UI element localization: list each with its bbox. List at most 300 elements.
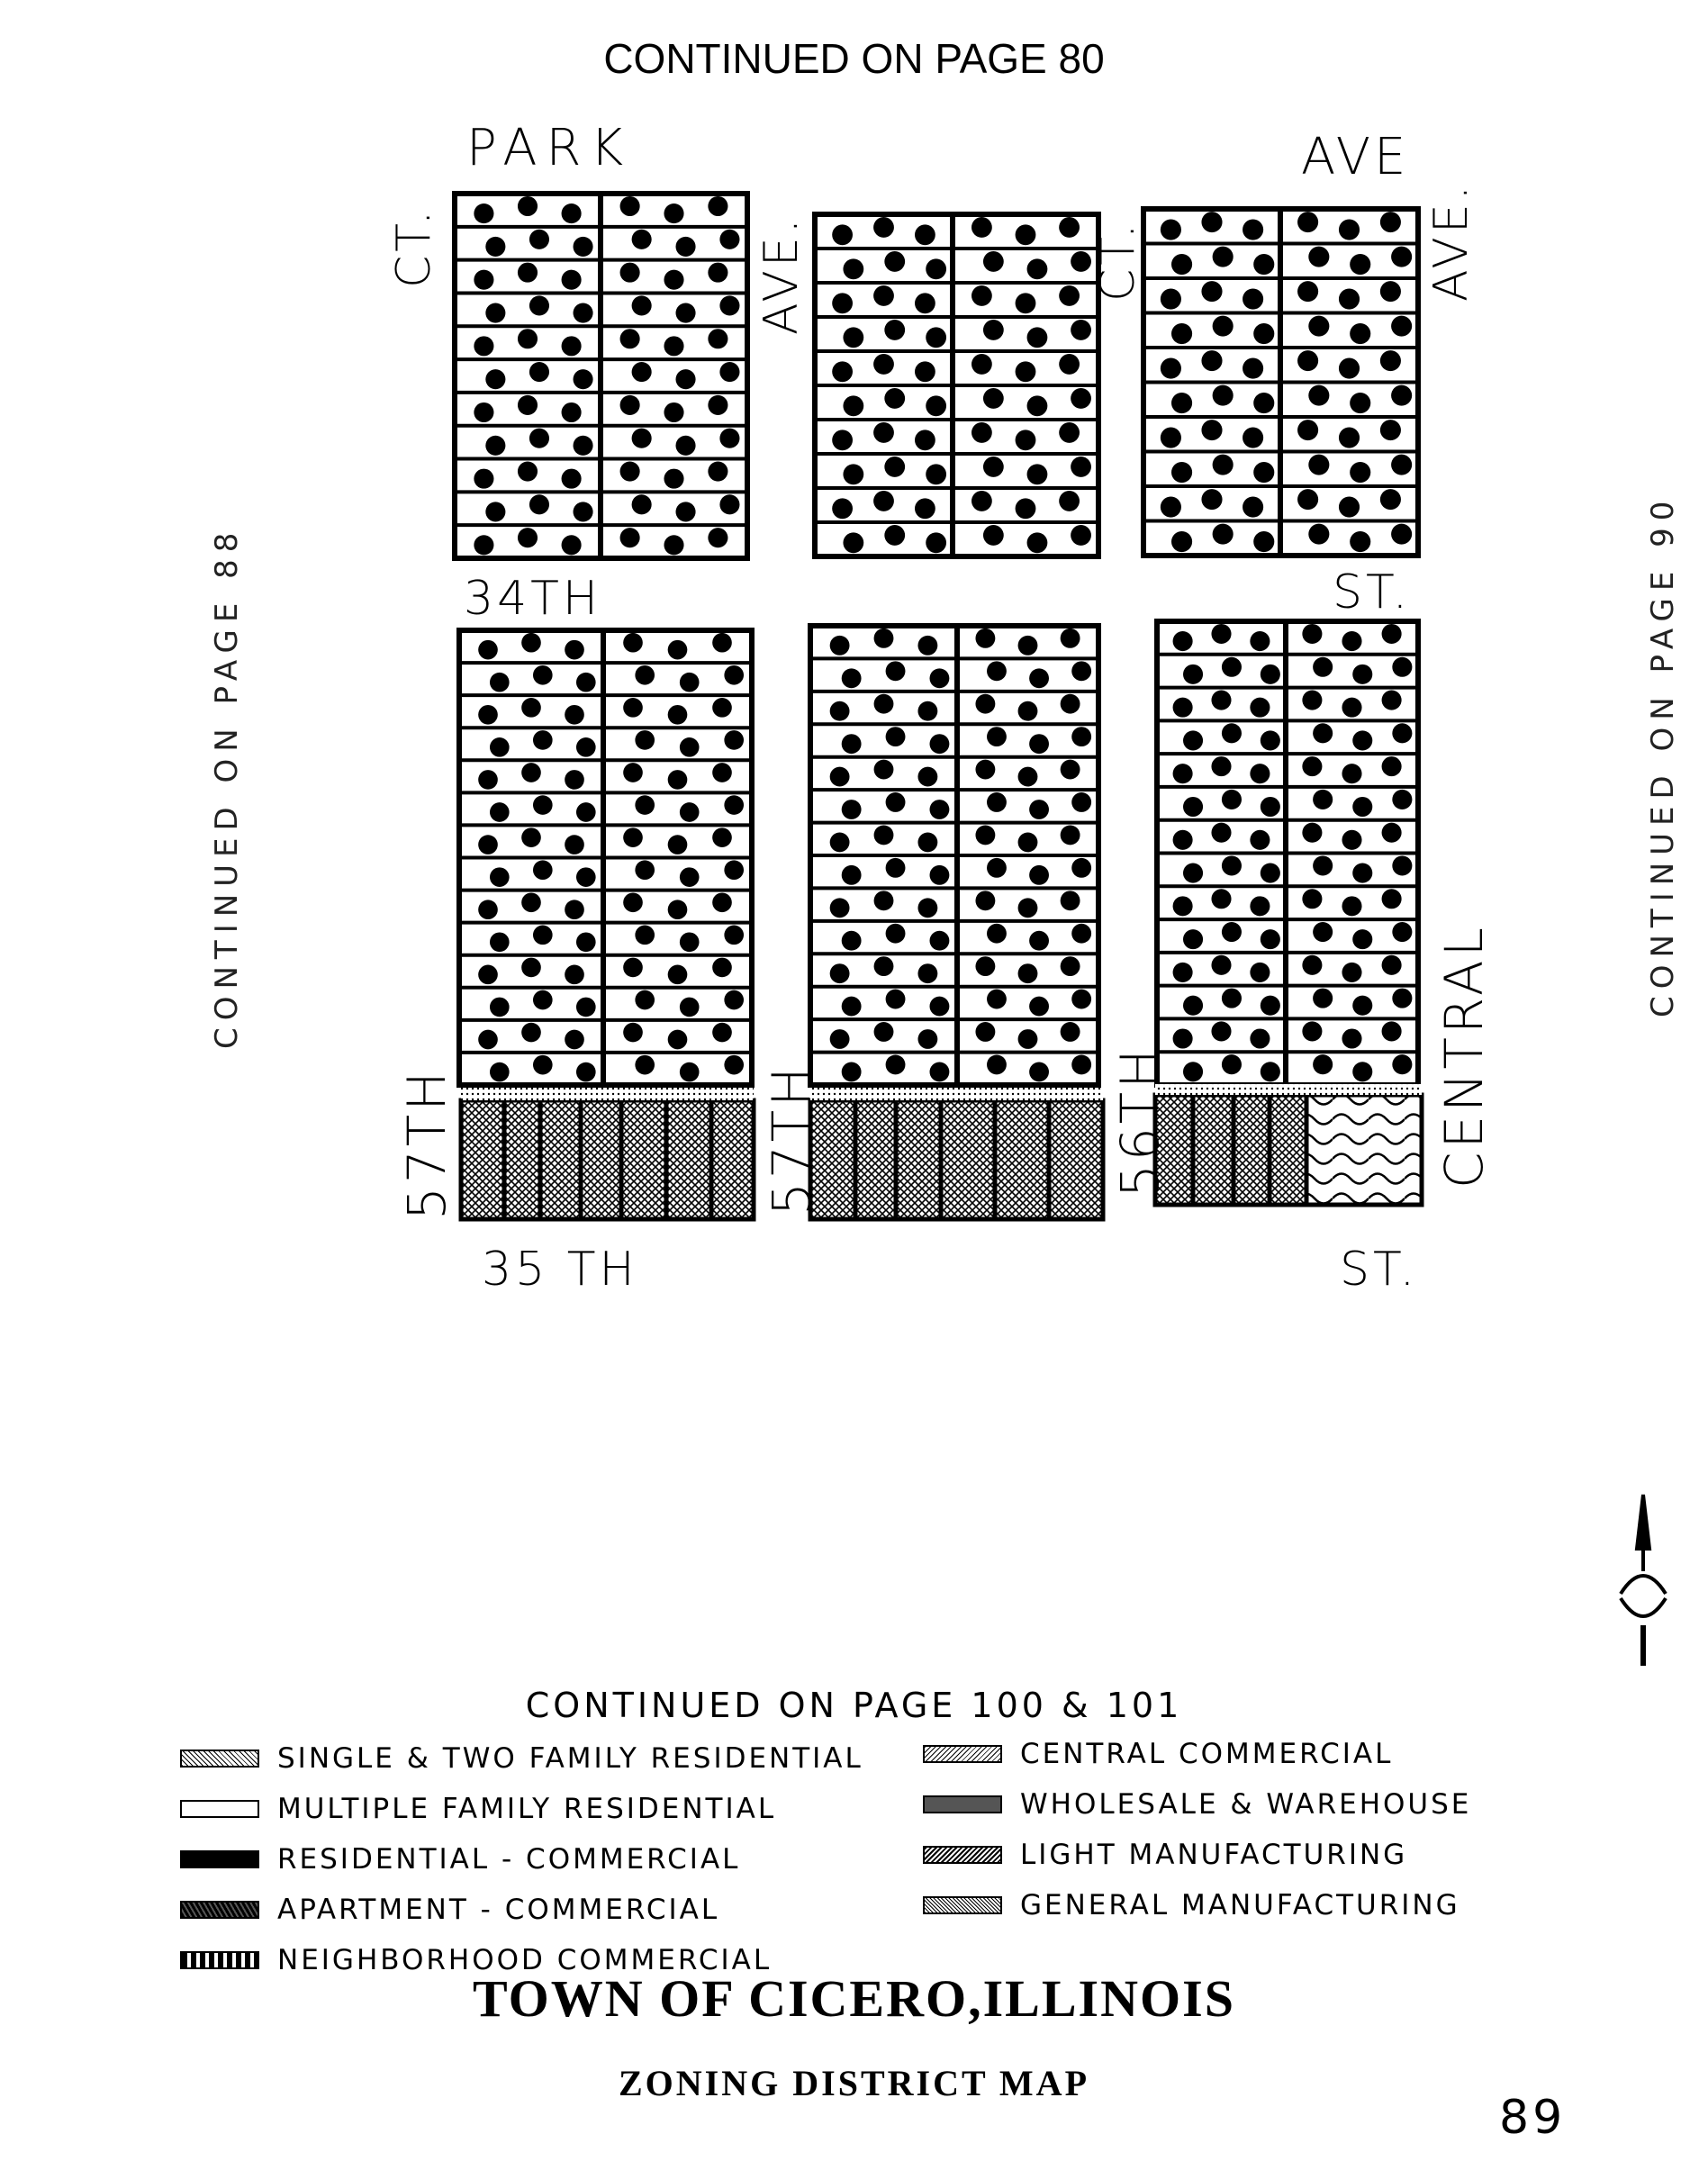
lot-dot	[478, 1030, 498, 1050]
lot-dot	[842, 1062, 862, 1082]
legend-item	[180, 1793, 863, 1825]
lot-dot	[1250, 896, 1270, 916]
lot-dot	[724, 665, 744, 685]
lot-dot	[1380, 212, 1401, 232]
continued-note-left: CONTINUED ON PAGE 88	[209, 525, 245, 1049]
lot-dot	[884, 457, 905, 477]
lot-dot	[1173, 1028, 1193, 1048]
legend-label: LIGHT MANUFACTURING	[1020, 1839, 1408, 1871]
lot-dot	[562, 469, 582, 489]
lot-dot	[668, 965, 688, 985]
lot-dot	[533, 860, 553, 880]
lot-dot	[930, 734, 950, 754]
lot-dot	[832, 498, 853, 519]
lot-dot	[1302, 756, 1322, 776]
street-label-park: PARK	[466, 119, 633, 177]
lot-dot	[930, 865, 950, 885]
lot-dot	[719, 362, 739, 382]
lot-dot	[490, 932, 510, 952]
lot-dot	[983, 388, 1004, 409]
lot-dot	[485, 303, 505, 323]
lot-dot	[1352, 863, 1372, 883]
lot-dot	[886, 661, 906, 681]
lot-dot	[724, 926, 744, 945]
lot-dot	[1261, 1062, 1280, 1081]
lot-dot	[884, 388, 905, 409]
lot-dot	[533, 990, 553, 1010]
lot-dot	[987, 858, 1007, 878]
lot-dot	[518, 395, 538, 415]
street-label-st-mid: ST.	[1333, 565, 1412, 619]
lot-dot	[668, 705, 688, 725]
lot-dot	[562, 402, 582, 422]
lot-dot	[1029, 1062, 1049, 1082]
lot-dot	[1313, 922, 1333, 942]
street-label-57th-b: 57TH	[761, 1063, 822, 1216]
lot-dot	[843, 464, 863, 484]
lot-dot	[1059, 285, 1080, 306]
lot-dot	[521, 633, 541, 653]
lot-dot	[1027, 258, 1048, 279]
lot-dot	[623, 827, 643, 847]
lot-dot	[708, 395, 727, 415]
lot-dot	[1250, 764, 1270, 783]
lot-dot	[1201, 489, 1222, 510]
lot-dot	[565, 900, 584, 919]
map-subtitle: ZONING DISTRICT MAP	[619, 2063, 1089, 2103]
lot-dot	[565, 1030, 584, 1050]
legend-label: WHOLESALE & WAREHOUSE	[1020, 1788, 1472, 1821]
lot-dot	[664, 402, 683, 422]
lot-dot	[1392, 657, 1412, 677]
lot-dot	[620, 395, 640, 415]
swatch-neighborhood-commercial	[180, 1951, 259, 1969]
lot-dot	[830, 963, 850, 983]
swatch-apartment-commercial	[180, 1901, 259, 1919]
lot-dot	[708, 461, 727, 481]
lot-dot	[719, 429, 739, 448]
lot-dot	[1071, 388, 1091, 409]
legend-item	[180, 1742, 863, 1775]
lot-dot	[485, 369, 505, 389]
lot-dot	[521, 892, 541, 912]
lot-dot	[668, 835, 688, 854]
lot-dot	[1213, 316, 1234, 337]
street-label-56th: 56TH	[1109, 1045, 1170, 1198]
multiple-family-block	[1157, 621, 1418, 1085]
lot-dot	[1173, 698, 1193, 718]
lot-dot	[620, 528, 640, 547]
lot-dot	[1171, 323, 1192, 344]
lot-dot	[917, 1029, 937, 1049]
lot-dot	[915, 293, 935, 313]
lot-dot	[562, 270, 582, 290]
lot-dot	[1183, 863, 1203, 883]
legend-item	[923, 1788, 1471, 1821]
lot-dot	[1308, 455, 1329, 475]
single-family-strip-2	[810, 1088, 1103, 1100]
lot-dot	[1027, 327, 1048, 348]
light-manufacturing-zone	[1306, 1095, 1422, 1205]
lot-dot	[983, 525, 1004, 546]
continued-note-right: CONTINUED ON PAGE 90	[1645, 493, 1681, 1017]
lot-dot	[874, 825, 894, 845]
lot-dot	[521, 763, 541, 782]
lot-dot	[1211, 691, 1231, 710]
lot-dot	[1250, 830, 1270, 850]
lot-dot	[518, 263, 538, 283]
lot-dot	[1183, 797, 1203, 817]
lot-dot	[1161, 289, 1181, 310]
north-arrow-icon	[1621, 1495, 1666, 1666]
lot-dot	[1061, 825, 1080, 845]
lot-dot	[1161, 497, 1181, 518]
lot-dot	[1352, 929, 1372, 949]
lot-dot	[675, 436, 695, 456]
lot-dot	[971, 354, 992, 375]
lot-dot	[873, 354, 894, 375]
lot-dot	[843, 258, 863, 279]
lot-dot	[623, 698, 643, 718]
lot-dot	[712, 1023, 732, 1043]
lot-dot	[917, 963, 937, 983]
lot-dot	[529, 429, 549, 448]
lot-dot	[1171, 254, 1192, 275]
lot-dot	[1071, 661, 1091, 681]
lot-dot	[1261, 797, 1280, 817]
lot-dot	[1313, 657, 1333, 677]
lot-dot	[478, 835, 498, 854]
lot-dot	[1382, 955, 1402, 975]
lot-dot	[975, 628, 995, 648]
lot-dot	[1342, 631, 1361, 651]
lot-dot	[1391, 524, 1412, 545]
lot-dot	[576, 932, 596, 952]
lot-dot	[832, 224, 853, 245]
lot-dot	[1382, 1021, 1402, 1041]
lot-dot	[529, 230, 549, 249]
lot-dot	[576, 867, 596, 887]
lot-dot	[915, 224, 935, 245]
lot-dot	[623, 763, 643, 782]
lot-dot	[1071, 858, 1091, 878]
lot-dot	[1308, 385, 1329, 406]
lot-dot	[1171, 462, 1192, 483]
lot-dot	[574, 502, 593, 521]
lot-dot	[830, 898, 850, 918]
lot-dot	[1392, 922, 1412, 942]
lot-dot	[1302, 889, 1322, 909]
lot-dot	[719, 295, 739, 315]
lot-dot	[1211, 955, 1231, 975]
lot-dot	[1222, 790, 1242, 809]
lot-dot	[832, 361, 853, 382]
lot-dot	[1339, 497, 1360, 518]
lot-dot	[1392, 855, 1412, 875]
lot-dot	[1339, 428, 1360, 448]
lot-dot	[1161, 428, 1181, 448]
lot-dot	[478, 640, 498, 660]
lot-dot	[664, 469, 683, 489]
lot-dot	[1382, 624, 1402, 644]
lot-dot	[635, 795, 655, 815]
lot-dot	[708, 196, 727, 216]
lot-dot	[474, 402, 493, 422]
lot-dot	[712, 958, 732, 978]
lot-dot	[1071, 1054, 1091, 1074]
lot-dot	[632, 494, 652, 514]
lot-dot	[886, 1054, 906, 1074]
lot-dot	[533, 665, 553, 685]
lot-dot	[680, 802, 700, 822]
lot-dot	[668, 1030, 688, 1050]
lot-dot	[518, 196, 538, 216]
lot-dot	[1183, 1062, 1203, 1081]
lot-dot	[1061, 694, 1080, 714]
lot-dot	[632, 362, 652, 382]
lot-dot	[1250, 698, 1270, 718]
street-label-ct-mid: CT.	[1091, 220, 1145, 302]
lot-dot	[574, 237, 593, 257]
lot-dot	[712, 633, 732, 653]
multiple-family-block	[810, 626, 1098, 1085]
lot-dot	[1071, 457, 1091, 477]
lot-dot	[529, 362, 549, 382]
lot-dot	[1382, 756, 1402, 776]
lot-dot	[1253, 393, 1274, 413]
lot-dot	[675, 303, 695, 323]
lot-dot	[712, 763, 732, 782]
lot-dot	[1392, 723, 1412, 743]
lot-dot	[1342, 1028, 1361, 1048]
lot-dot	[975, 694, 995, 714]
lot-dot	[664, 203, 683, 223]
street-label-ave-right: AVE.	[1424, 181, 1478, 302]
lot-dot	[1297, 420, 1318, 440]
lot-dot	[874, 1022, 894, 1042]
lot-dot	[1213, 385, 1234, 406]
lot-dot	[1261, 996, 1280, 1016]
lot-dot	[873, 422, 894, 443]
lot-dot	[1392, 790, 1412, 809]
lot-dot	[987, 661, 1007, 681]
lot-dot	[1173, 631, 1193, 651]
lot-dot	[1339, 220, 1360, 240]
lot-dot	[1071, 320, 1091, 340]
lot-dot	[830, 767, 850, 787]
lot-dot	[1342, 698, 1361, 718]
lot-dot	[874, 760, 894, 780]
lot-dot	[518, 528, 538, 547]
lot-dot	[915, 429, 935, 450]
lot-dot	[832, 293, 853, 313]
lot-dot	[1018, 767, 1038, 787]
lot-dot	[529, 494, 549, 514]
lot-dot	[719, 230, 739, 249]
lot-dot	[1261, 863, 1280, 883]
lot-dot	[1029, 931, 1049, 951]
lot-dot	[708, 528, 727, 547]
multiple-family-block	[455, 194, 747, 558]
lot-dot	[1161, 220, 1181, 240]
swatch-central-commercial	[923, 1745, 1002, 1763]
lot-dot	[529, 295, 549, 315]
lot-dot	[668, 770, 688, 790]
lot-dot	[562, 336, 582, 356]
legend-item	[180, 1843, 863, 1876]
lot-dot	[1253, 254, 1274, 275]
lot-dot	[1339, 358, 1360, 379]
legend-label: MULTIPLE FAMILY RESIDENTIAL	[277, 1793, 777, 1825]
lot-dot	[971, 217, 992, 238]
lot-dot	[1302, 1021, 1322, 1041]
lot-dot	[843, 395, 863, 416]
lot-dot	[490, 998, 510, 1017]
lot-dot	[1183, 996, 1203, 1016]
lot-dot	[623, 1023, 643, 1043]
lot-dot	[620, 329, 640, 348]
lot-dot	[1313, 723, 1333, 743]
lot-dot	[574, 436, 593, 456]
lot-dot	[485, 237, 505, 257]
lot-dot	[1392, 1054, 1412, 1074]
lot-dot	[478, 770, 498, 790]
lot-dot	[680, 737, 700, 757]
lot-dot	[1016, 429, 1036, 450]
lot-dot	[1171, 393, 1192, 413]
lot-dot	[724, 795, 744, 815]
lot-dot	[1391, 455, 1412, 475]
lot-dot	[1211, 1021, 1231, 1041]
lot-dot	[1342, 963, 1361, 982]
lot-dot	[620, 196, 640, 216]
street-label-ct-left: CT.	[387, 206, 441, 288]
lot-dot	[975, 760, 995, 780]
legend-item	[923, 1839, 1471, 1871]
swatch-wholesale-warehouse	[923, 1795, 1002, 1813]
lot-dot	[576, 737, 596, 757]
lot-dot	[830, 1029, 850, 1049]
street-label-ave-mid: AVE.	[755, 214, 809, 335]
lot-dot	[1029, 997, 1049, 1017]
lot-dot	[1211, 756, 1231, 776]
lot-dot	[1027, 532, 1048, 553]
lot-dot	[1183, 730, 1203, 750]
lot-dot	[485, 436, 505, 456]
lot-dot	[926, 258, 946, 279]
multiple-family-block	[815, 214, 1098, 556]
lot-dot	[1391, 316, 1412, 337]
lot-dot	[1308, 524, 1329, 545]
lot-dot	[1183, 665, 1203, 684]
lot-dot	[668, 640, 688, 660]
lot-dot	[1059, 491, 1080, 511]
lot-dot	[1222, 723, 1242, 743]
lot-dot	[1016, 293, 1036, 313]
lot-dot	[664, 336, 683, 356]
lot-dot	[886, 858, 906, 878]
lot-dot	[562, 535, 582, 555]
lot-dot	[1302, 624, 1322, 644]
lot-dot	[623, 633, 643, 653]
lot-dot	[1297, 281, 1318, 302]
lot-dot	[1222, 989, 1242, 1008]
lot-dot	[1313, 790, 1333, 809]
lot-dot	[1071, 792, 1091, 812]
lot-dot	[521, 958, 541, 978]
lot-dot	[635, 730, 655, 750]
lot-dot	[565, 770, 584, 790]
multiple-family-block	[459, 630, 752, 1085]
lot-dot	[1213, 524, 1234, 545]
lot-dot	[1018, 833, 1038, 853]
lot-dot	[926, 327, 946, 348]
lot-dot	[830, 833, 850, 853]
lot-dot	[576, 802, 596, 822]
swatch-general-manufacturing	[923, 1896, 1002, 1914]
lot-dot	[1391, 385, 1412, 406]
lot-dot	[987, 990, 1007, 1009]
lot-dot	[917, 767, 937, 787]
lot-dot	[987, 924, 1007, 944]
lot-dot	[975, 1022, 995, 1042]
lot-dot	[1222, 922, 1242, 942]
lot-dot	[886, 924, 906, 944]
lot-dot	[680, 932, 700, 952]
lot-dot	[635, 860, 655, 880]
lot-dot	[1342, 896, 1361, 916]
lot-dot	[1297, 350, 1318, 371]
lot-dot	[1211, 823, 1231, 843]
general-manufacturing-zone-3	[1155, 1095, 1306, 1205]
lot-dot	[1297, 212, 1318, 232]
lot-dot	[708, 263, 727, 283]
lot-dot	[1380, 420, 1401, 440]
swatch-residential-commercial	[180, 1850, 259, 1868]
lot-dot	[490, 1062, 510, 1082]
lot-dot	[1213, 247, 1234, 267]
lot-dot	[842, 800, 862, 819]
single-family-strip-1	[461, 1088, 754, 1100]
legend-label: NEIGHBORHOOD COMMERCIAL	[277, 1944, 773, 1976]
lot-dot	[719, 494, 739, 514]
lot-dot	[843, 532, 863, 553]
lot-dot	[842, 865, 862, 885]
lot-dot	[975, 891, 995, 910]
lot-dot	[1342, 764, 1361, 783]
lot-dot	[1391, 247, 1412, 267]
lot-dot	[874, 891, 894, 910]
lot-dot	[1211, 624, 1231, 644]
lot-dot	[1016, 498, 1036, 519]
lot-dot	[576, 1062, 596, 1082]
lot-dot	[1201, 212, 1222, 232]
street-label-st-bottom: ST.	[1340, 1243, 1419, 1297]
lot-dot	[1392, 989, 1412, 1008]
lot-dot	[884, 251, 905, 272]
lot-dot	[1061, 760, 1080, 780]
lot-dot	[1253, 323, 1274, 344]
lot-dot	[917, 636, 937, 656]
lot-dot	[574, 369, 593, 389]
lot-dot	[1352, 797, 1372, 817]
lot-dot	[474, 535, 493, 555]
lot-dot	[1302, 691, 1322, 710]
multiple-family-block	[1143, 209, 1418, 556]
lot-dot	[490, 673, 510, 692]
lot-dot	[1201, 350, 1222, 371]
lot-dot	[1173, 830, 1193, 850]
